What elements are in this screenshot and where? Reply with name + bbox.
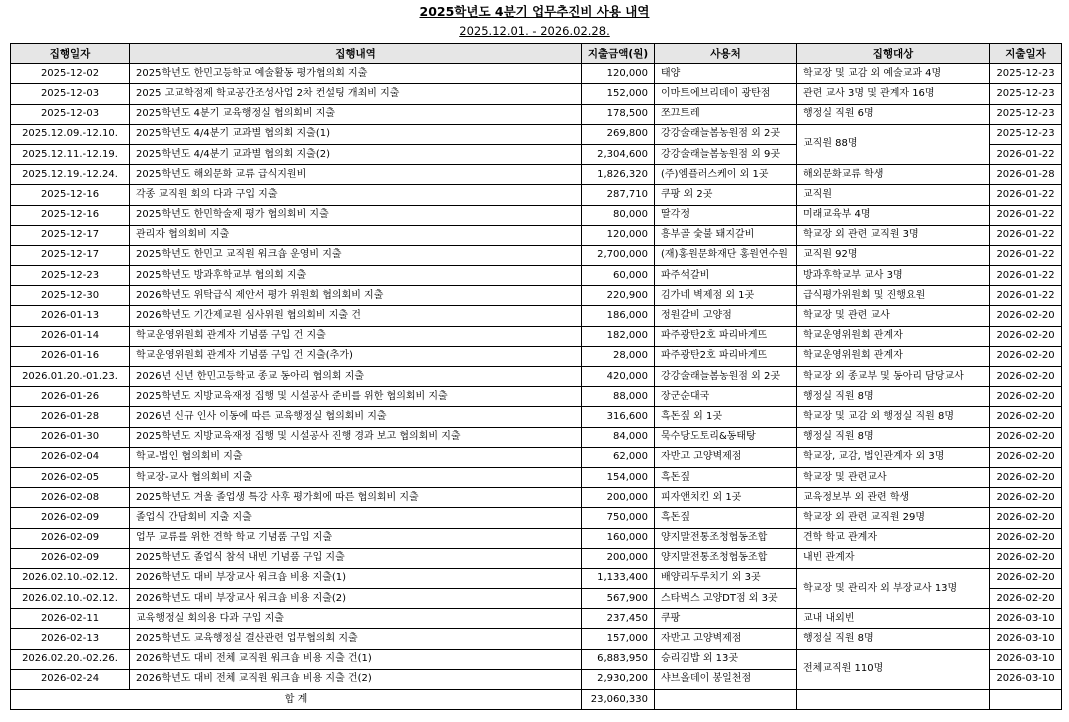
cell-target: 견학 학교 관계자 <box>797 528 990 548</box>
cell-target: 관련 교사 3명 및 관계자 16명 <box>797 84 990 104</box>
table-row <box>11 427 1062 447</box>
cell-vendor: 강강술래늘봄농원점 외 2곳 <box>655 124 797 144</box>
cell-amount: 316,600 <box>582 407 655 427</box>
cell-target: 학교장 및 관련 교사 <box>797 306 990 326</box>
cell-description: 2025학년도 교육행정실 결산관련 업무협의회 지출 <box>130 629 582 649</box>
cell-payment-date: 2026-01-22 <box>990 245 1062 265</box>
table-row <box>11 367 1062 387</box>
cell-description: 2025학년도 졸업식 참석 내빈 기념품 구입 지출 <box>130 548 582 568</box>
cell-payment-date: 2026-03-10 <box>990 629 1062 649</box>
cell-description: 업무 교류를 위한 견학 학교 기념품 구입 지출 <box>130 528 582 548</box>
cell-vendor: 파주광탄2호 파리바게뜨 <box>655 326 797 346</box>
table-row <box>11 124 1062 144</box>
cell-amount: 120,000 <box>582 64 655 84</box>
cell-description: 2026학년도 대비 전체 교직원 워크숍 비용 지출 건(1) <box>130 649 582 669</box>
cell-target: 학교장 외 종교부 및 동아리 담당교사 <box>797 367 990 387</box>
cell-date: 2026-01-14 <box>11 326 130 346</box>
cell-payment-date: 2025-12-23 <box>990 104 1062 124</box>
cell-vendor: 흑돈짚 <box>655 508 797 528</box>
total-row <box>11 690 1062 710</box>
cell-vendor: 강강술래늘봄농원점 외 9곳 <box>655 144 797 164</box>
cell-vendor: 양지말전통조청협동조합 <box>655 548 797 568</box>
cell-payment-date: 2026-01-22 <box>990 225 1062 245</box>
cell-description: 2026학년도 대비 부장교사 워크숍 비용 지출(1) <box>130 568 582 588</box>
cell-payment-date: 2026-02-20 <box>990 326 1062 346</box>
cell-payment-date: 2026-01-28 <box>990 165 1062 185</box>
cell-description: 2025학년도 4분기 교육행정실 협의회비 지출 <box>130 104 582 124</box>
cell-amount: 750,000 <box>582 508 655 528</box>
cell-amount: 80,000 <box>582 205 655 225</box>
cell-payment-date: 2026-02-20 <box>990 568 1062 588</box>
table-row <box>11 609 1062 629</box>
table-row <box>11 205 1062 225</box>
table-row <box>11 84 1062 104</box>
cell-vendor: 묵수당도토리&동태탕 <box>655 427 797 447</box>
cell-target: 행정실 직원 8명 <box>797 427 990 447</box>
cell-date: 2025-12-23 <box>11 266 130 286</box>
cell-vendor: 이마트에브리데이 광탄점 <box>655 84 797 104</box>
cell-description: 학교장-교사 협의회비 지출 <box>130 467 582 487</box>
cell-vendor: 쿠팡 <box>655 609 797 629</box>
cell-payment-date: 2026-03-10 <box>990 609 1062 629</box>
cell-vendor: 파주석갈비 <box>655 266 797 286</box>
cell-amount: 237,450 <box>582 609 655 629</box>
cell-target: 학교장 및 관리자 외 부장교사 13명 <box>797 568 990 608</box>
cell-payment-date: 2026-03-10 <box>990 649 1062 669</box>
cell-description: 2025 고교학점제 학교공간조성사업 2차 컨설팅 개최비 지출 <box>130 84 582 104</box>
cell-amount: 420,000 <box>582 367 655 387</box>
table-row <box>11 649 1062 669</box>
cell-date: 2026-02-24 <box>11 669 130 689</box>
cell-payment-date: 2026-02-20 <box>990 367 1062 387</box>
cell-vendor: 자반고 고양벽제점 <box>655 447 797 467</box>
cell-description: 2025학년도 해외문화 교류 급식지원비 <box>130 165 582 185</box>
cell-payment-date: 2026-02-20 <box>990 306 1062 326</box>
cell-target: 학교장, 교감, 법인관계자 외 3명 <box>797 447 990 467</box>
cell-amount: 120,000 <box>582 225 655 245</box>
cell-date: 2026.02.20.-02.26. <box>11 649 130 669</box>
cell-target: 행정실 직원 8명 <box>797 629 990 649</box>
cell-date: 2026-01-28 <box>11 407 130 427</box>
total-empty-cell <box>655 690 797 710</box>
cell-description: 2026학년도 위탁급식 제안서 평가 위원회 협의회비 지출 <box>130 286 582 306</box>
header-vendor: 사용처 <box>655 44 797 64</box>
cell-description: 2026년 신년 한민고등학교 종교 동아리 협의회 지출 <box>130 367 582 387</box>
cell-description: 2026학년도 기간제교원 심사위원 협의회비 지출 건 <box>130 306 582 326</box>
cell-amount: 154,000 <box>582 467 655 487</box>
cell-payment-date: 2026-01-22 <box>990 286 1062 306</box>
cell-date: 2025-12-30 <box>11 286 130 306</box>
document-title: 2025학년도 4분기 업무추진비 사용 내역 <box>419 4 650 19</box>
cell-payment-date: 2026-02-20 <box>990 427 1062 447</box>
cell-date: 2026.02.10.-02.12. <box>11 589 130 609</box>
cell-date: 2025-12-17 <box>11 225 130 245</box>
cell-amount: 160,000 <box>582 528 655 548</box>
cell-target: 학교장 및 교감 외 행정실 직원 8명 <box>797 407 990 427</box>
table-row <box>11 286 1062 306</box>
cell-date: 2026-02-13 <box>11 629 130 649</box>
cell-vendor: 배양리두루치기 외 3곳 <box>655 568 797 588</box>
total-empty-cell <box>797 690 990 710</box>
cell-amount: 152,000 <box>582 84 655 104</box>
cell-date: 2026-01-26 <box>11 387 130 407</box>
cell-date: 2025-12-16 <box>11 185 130 205</box>
cell-target: 교직원 92명 <box>797 245 990 265</box>
cell-amount: 28,000 <box>582 346 655 366</box>
cell-date: 2026.01.20.-01.23. <box>11 367 130 387</box>
cell-target: 학교장 및 관련교사 <box>797 467 990 487</box>
cell-description: 2025학년도 방과후학교부 협의회 지출 <box>130 266 582 286</box>
table-row <box>11 387 1062 407</box>
table-row <box>11 245 1062 265</box>
cell-date: 2026-02-05 <box>11 467 130 487</box>
cell-amount: 200,000 <box>582 548 655 568</box>
cell-date: 2026-02-09 <box>11 548 130 568</box>
cell-target: 미래교육부 4명 <box>797 205 990 225</box>
cell-vendor: 자반고 고양벽제점 <box>655 629 797 649</box>
table-row <box>11 104 1062 124</box>
header-amount: 지출금액(원) <box>582 44 655 64</box>
cell-date: 2025.12.19.-12.24. <box>11 165 130 185</box>
cell-vendor: 피자앤치킨 외 1곳 <box>655 488 797 508</box>
cell-amount: 6,883,950 <box>582 649 655 669</box>
cell-payment-date: 2026-02-20 <box>990 407 1062 427</box>
cell-date: 2025-12-03 <box>11 84 130 104</box>
cell-description: 2025학년도 겨울 졸업생 특강 사후 평가회에 따른 협의회비 지출 <box>130 488 582 508</box>
cell-amount: 220,900 <box>582 286 655 306</box>
cell-target: 학교운영위원회 관계자 <box>797 326 990 346</box>
cell-description: 2025학년도 한민고 교직원 워크숍 운영비 지출 <box>130 245 582 265</box>
cell-vendor: 태양 <box>655 64 797 84</box>
cell-description: 각종 교직원 회의 다과 구입 지출 <box>130 185 582 205</box>
cell-payment-date: 2026-01-22 <box>990 205 1062 225</box>
table-row <box>11 508 1062 528</box>
table-row <box>11 64 1062 84</box>
cell-vendor: 정원갈비 고양점 <box>655 306 797 326</box>
total-label: 합 계 <box>11 690 582 710</box>
cell-payment-date: 2026-01-22 <box>990 185 1062 205</box>
cell-description: 2025학년도 지방교육재정 집행 및 시설공사 준비를 위한 협의회비 지출 <box>130 387 582 407</box>
cell-amount: 269,800 <box>582 124 655 144</box>
cell-description: 2025학년도 4/4분기 교과별 협의회 지출(1) <box>130 124 582 144</box>
expense-table <box>10 43 1062 710</box>
cell-payment-date: 2026-02-20 <box>990 387 1062 407</box>
cell-vendor: 김가네 벽제점 외 1곳 <box>655 286 797 306</box>
cell-description: 2026학년도 대비 부장교사 워크숍 비용 지출(2) <box>130 589 582 609</box>
cell-description: 2026년 신규 인사 이동에 따른 교육행정실 협의회비 지출 <box>130 407 582 427</box>
cell-description: 2025학년도 지방교육재정 집행 및 시설공사 진행 경과 보고 협의회비 지출 <box>130 427 582 447</box>
cell-payment-date: 2026-02-20 <box>990 589 1062 609</box>
cell-target: 학교장 외 관련 교직원 29명 <box>797 508 990 528</box>
table-row <box>11 165 1062 185</box>
cell-vendor: 장군순대국 <box>655 387 797 407</box>
cell-vendor: 흑돈짚 <box>655 467 797 487</box>
cell-amount: 200,000 <box>582 488 655 508</box>
cell-amount: 186,000 <box>582 306 655 326</box>
cell-payment-date: 2026-01-22 <box>990 266 1062 286</box>
cell-vendor: 딸각정 <box>655 205 797 225</box>
cell-date: 2025.12.09.-12.10. <box>11 124 130 144</box>
cell-date: 2026-01-16 <box>11 346 130 366</box>
cell-vendor: 쪼끄트레 <box>655 104 797 124</box>
cell-amount: 178,500 <box>582 104 655 124</box>
header-payment-date: 지출일자 <box>990 44 1062 64</box>
cell-vendor: 스타벅스 고양DT점 외 3곳 <box>655 589 797 609</box>
cell-amount: 60,000 <box>582 266 655 286</box>
cell-description: 학교운영위원회 관계자 기념품 구입 건 지출 <box>130 326 582 346</box>
cell-description: 학교운영위원회 관계자 기념품 구입 건 지출(추가) <box>130 346 582 366</box>
cell-target: 학교운영위원회 관계자 <box>797 346 990 366</box>
cell-description: 2025학년도 한민학술제 평가 협의회비 지출 <box>130 205 582 225</box>
table-row <box>11 548 1062 568</box>
cell-target: 교육정보부 외 관련 학생 <box>797 488 990 508</box>
table-row <box>11 326 1062 346</box>
cell-date: 2026-02-09 <box>11 528 130 548</box>
cell-payment-date: 2026-02-20 <box>990 346 1062 366</box>
total-amount: 23,060,330 <box>582 690 655 710</box>
cell-vendor: 파주광탄2호 파리바게뜨 <box>655 346 797 366</box>
cell-amount: 88,000 <box>582 387 655 407</box>
cell-description: 교육행정실 회의용 다과 구입 지출 <box>130 609 582 629</box>
period-subtitle: 2025.12.01. - 2026.02.28. <box>459 24 610 38</box>
cell-target: 내빈 관계자 <box>797 548 990 568</box>
table-row <box>11 185 1062 205</box>
cell-date: 2026-02-04 <box>11 447 130 467</box>
total-empty-cell <box>990 690 1062 710</box>
table-row <box>11 488 1062 508</box>
cell-description: 2025학년도 4/4분기 교과별 협의회 지출(2) <box>130 144 582 164</box>
cell-payment-date: 2026-01-22 <box>990 144 1062 164</box>
cell-amount: 182,000 <box>582 326 655 346</box>
header-date: 집행일자 <box>11 44 130 64</box>
cell-target: 학교장 외 관련 교직원 3명 <box>797 225 990 245</box>
cell-target: 해외문화교류 학생 <box>797 165 990 185</box>
cell-description: 학교-법인 협의회비 지출 <box>130 447 582 467</box>
cell-date: 2026.02.10.-02.12. <box>11 568 130 588</box>
cell-description: 2026학년도 대비 전체 교직원 워크숍 비용 지출 건(2) <box>130 669 582 689</box>
table-row <box>11 346 1062 366</box>
cell-target: 급식평가위원회 및 진행요원 <box>797 286 990 306</box>
table-row <box>11 467 1062 487</box>
cell-payment-date: 2025-12-23 <box>990 124 1062 144</box>
cell-description: 2025학년도 한민고등학교 예술활동 평가협의회 지출 <box>130 64 582 84</box>
cell-payment-date: 2025-12-23 <box>990 84 1062 104</box>
header-description: 집행내역 <box>130 44 582 64</box>
cell-target: 행정실 직원 6명 <box>797 104 990 124</box>
cell-target: 교직원 88명 <box>797 124 990 164</box>
cell-target: 전체교직원 110명 <box>797 649 990 689</box>
cell-payment-date: 2026-02-20 <box>990 508 1062 528</box>
table-row <box>11 528 1062 548</box>
cell-vendor: 양지말전통조청협동조합 <box>655 528 797 548</box>
cell-description: 관리자 협의회비 지출 <box>130 225 582 245</box>
cell-amount: 1,133,400 <box>582 568 655 588</box>
cell-date: 2026-02-08 <box>11 488 130 508</box>
cell-date: 2025-12-16 <box>11 205 130 225</box>
cell-payment-date: 2025-12-23 <box>990 64 1062 84</box>
cell-payment-date: 2026-02-20 <box>990 548 1062 568</box>
cell-target: 교내 내외빈 <box>797 609 990 629</box>
cell-amount: 567,900 <box>582 589 655 609</box>
cell-amount: 2,930,200 <box>582 669 655 689</box>
cell-amount: 1,826,320 <box>582 165 655 185</box>
cell-payment-date: 2026-02-20 <box>990 528 1062 548</box>
table-row <box>11 225 1062 245</box>
cell-target: 행정실 직원 8명 <box>797 387 990 407</box>
cell-target: 학교장 및 교감 외 예술교과 4명 <box>797 64 990 84</box>
cell-amount: 157,000 <box>582 629 655 649</box>
header-row <box>11 44 1062 64</box>
table-row <box>11 306 1062 326</box>
cell-vendor: (주)엠플러스케이 외 1곳 <box>655 165 797 185</box>
cell-amount: 2,304,600 <box>582 144 655 164</box>
cell-payment-date: 2026-02-20 <box>990 467 1062 487</box>
cell-date: 2026-01-30 <box>11 427 130 447</box>
table-row <box>11 629 1062 649</box>
cell-vendor: 흥부골 숯불 돼지갈비 <box>655 225 797 245</box>
cell-description: 졸업식 간담회비 지출 지출 <box>130 508 582 528</box>
cell-amount: 2,700,000 <box>582 245 655 265</box>
cell-vendor: 강강술래늘봄농원점 외 2곳 <box>655 367 797 387</box>
table-row <box>11 407 1062 427</box>
cell-payment-date: 2026-03-10 <box>990 669 1062 689</box>
cell-vendor: (재)홍원문화재단 홍원연수원 <box>655 245 797 265</box>
cell-amount: 62,000 <box>582 447 655 467</box>
cell-target: 교직원 <box>797 185 990 205</box>
cell-vendor: 샤브올데이 봉일천점 <box>655 669 797 689</box>
table-row <box>11 447 1062 467</box>
cell-payment-date: 2026-02-20 <box>990 488 1062 508</box>
cell-amount: 84,000 <box>582 427 655 447</box>
table-row <box>11 568 1062 588</box>
cell-payment-date: 2026-02-20 <box>990 447 1062 467</box>
cell-target: 방과후학교부 교사 3명 <box>797 266 990 286</box>
table-row <box>11 266 1062 286</box>
cell-date: 2025-12-17 <box>11 245 130 265</box>
cell-vendor: 흑돈짚 외 1곳 <box>655 407 797 427</box>
cell-date: 2025-12-02 <box>11 64 130 84</box>
cell-date: 2026-02-11 <box>11 609 130 629</box>
cell-vendor: 승리김밥 외 13곳 <box>655 649 797 669</box>
cell-amount: 287,710 <box>582 185 655 205</box>
cell-vendor: 쿠팡 외 2곳 <box>655 185 797 205</box>
header-target: 집행대상 <box>797 44 990 64</box>
cell-date: 2025.12.11.-12.19. <box>11 144 130 164</box>
cell-date: 2026-02-09 <box>11 508 130 528</box>
cell-date: 2026-01-13 <box>11 306 130 326</box>
cell-date: 2025-12-03 <box>11 104 130 124</box>
